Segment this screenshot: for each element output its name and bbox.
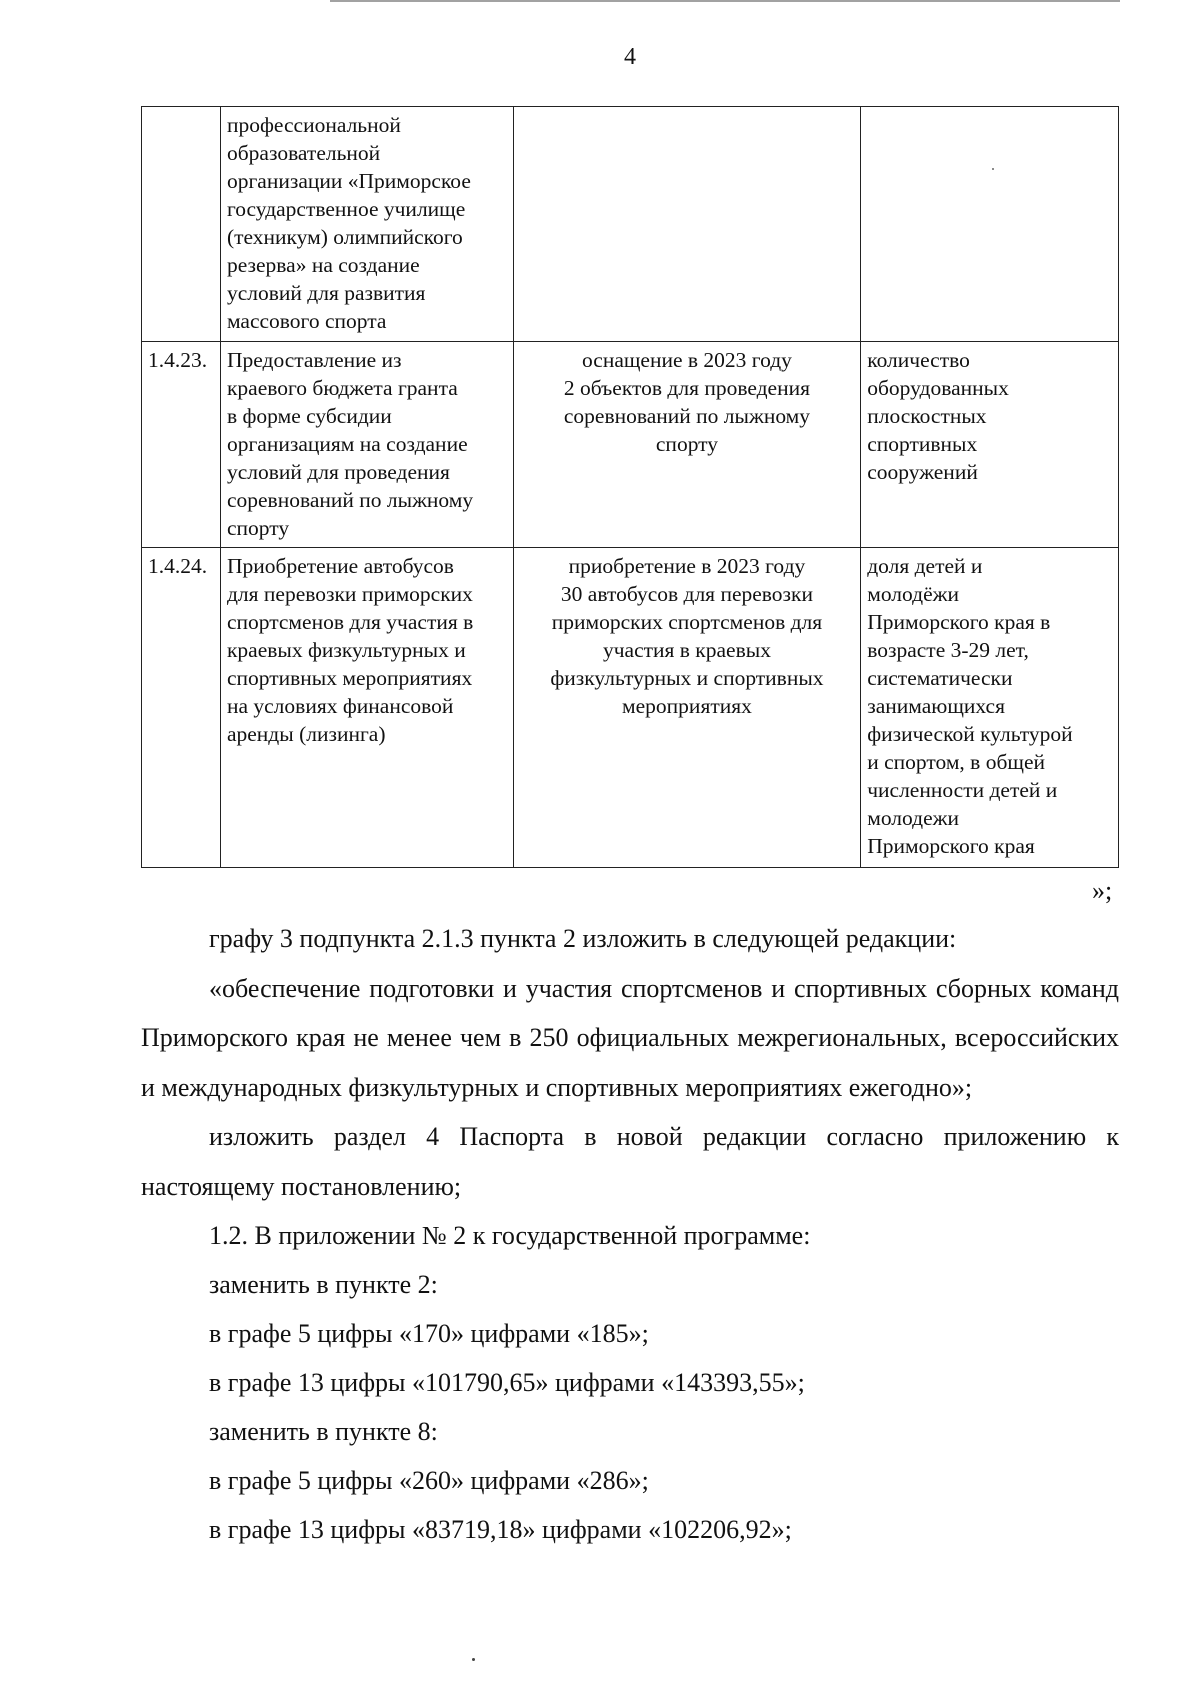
- expected-result: оснащение в 2023 году 2 объектов для проведения соревнований по лыжному спорту: [563, 348, 811, 456]
- measure-name: Приобретение автобусов для перевозки приморских спортсменов для участия в краевых физкультурных и спортивных мероприятиях на условиях финансовой аренды (лизинга): [226, 554, 474, 746]
- indicator: доля детей и молодёжи Приморского края в возрасте 3-29 лет, систематически занимающихся физической культурой и спортом, в общей численности детей и молодежи Приморского края: [867, 554, 1073, 858]
- paragraph: заменить в пункте 8:: [209, 1416, 438, 1446]
- scan-dot: [472, 1658, 475, 1661]
- table-row: [142, 548, 1119, 868]
- expected-result-cell: [513, 548, 861, 868]
- measure-name-cell: [220, 548, 513, 868]
- row-number: 1.4.23.: [148, 348, 208, 372]
- paragraph: заменить в пункте 2:: [209, 1269, 438, 1299]
- row-number-cell: [142, 342, 221, 548]
- paragraph: «обеспечение подготовки и участия спортсменов и спортивных сборных команд Приморского края не менее чем в 250 официальных межрегиональных, всероссийских и международных физкультурных и спортивных мероприятиях ежегодно»;: [141, 973, 1119, 1102]
- measure-name: профессиональной образовательной организации «Приморское государственное училище (техникум) олимпийского резерва» на создание условий для развития массового спорта: [226, 113, 471, 333]
- expected-result-cell: [513, 342, 861, 548]
- measures-table: [141, 106, 1119, 868]
- paragraph: 1.2. В приложении № 2 к государственной программе:: [209, 1221, 811, 1250]
- page-number: 4: [624, 44, 636, 70]
- closing-quote: »;: [1092, 876, 1113, 905]
- indicator-cell: [861, 107, 1119, 342]
- scan-top-edge: [330, 0, 1120, 2]
- indicator-cell: [861, 548, 1119, 868]
- paragraph: изложить раздел 4 Паспорта в новой редакции согласно приложению к настоящему постановлению;: [141, 1122, 1119, 1201]
- paragraph: в графе 5 цифры «260» цифрами «286»;: [209, 1465, 649, 1495]
- table-row: [142, 342, 1119, 548]
- measure-name: Предоставление из краевого бюджета гранта в форме субсидии организациям на создание условий для проведения соревнований по лыжному спорту: [226, 348, 474, 540]
- paragraph: в графе 5 цифры «170» цифрами «185»;: [209, 1318, 649, 1348]
- expected-result-cell: [513, 107, 861, 342]
- body-text: [141, 914, 1119, 1555]
- indicator: количество оборудованных плоскостных спортивных сооружений: [867, 348, 1009, 484]
- row-number-cell: [142, 107, 221, 342]
- measure-name-cell: [220, 342, 513, 548]
- row-number: 1.4.24.: [148, 554, 208, 578]
- paragraph: в графе 13 цифры «83719,18» цифрами «102206,92»;: [209, 1515, 792, 1544]
- paragraph: графу 3 подпункта 2.1.3 пункта 2 изложить в следующей редакции:: [209, 924, 957, 953]
- measure-name-cell: [220, 107, 513, 342]
- row-number-cell: [142, 548, 221, 868]
- indicator-cell: [861, 342, 1119, 548]
- paragraph: в графе 13 цифры «101790,65» цифрами «143393,55»;: [209, 1368, 805, 1397]
- table-row: [142, 107, 1119, 342]
- expected-result: приобретение в 2023 году 30 автобусов для перевозки приморских спортсменов для участия в краевых физкультурных и спортивных мероприятиях: [550, 554, 824, 718]
